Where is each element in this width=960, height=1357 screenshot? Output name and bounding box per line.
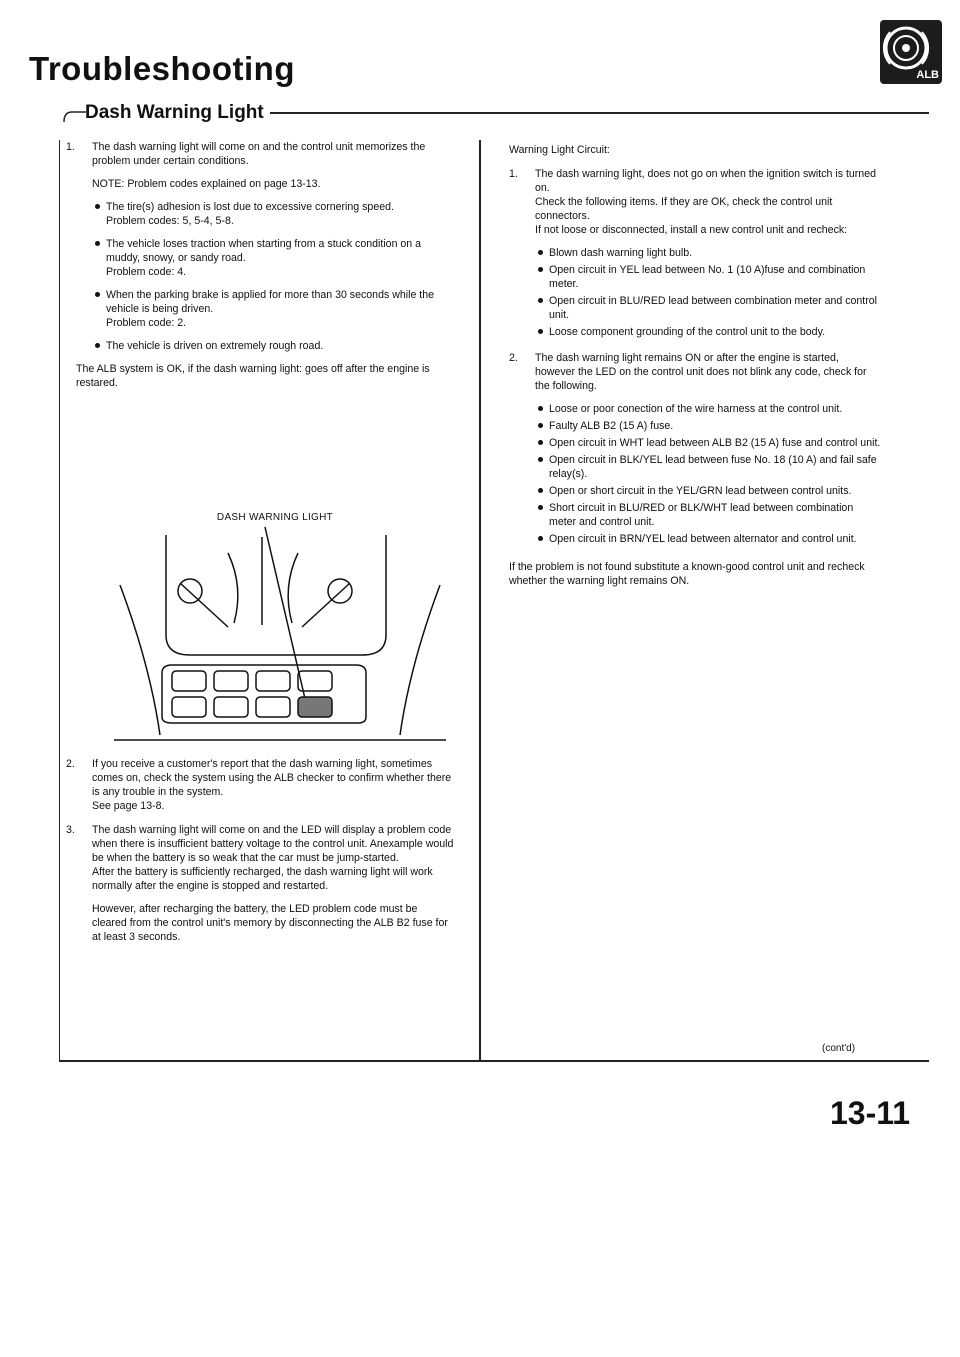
alb-warning-lamp <box>298 697 332 717</box>
check-bullet-4: Loose component grounding of the control unit to the body. <box>535 325 881 339</box>
closing-text: If the problem is not found substitute a known-good control unit and recheck whether the warning light remains ON. <box>509 561 865 587</box>
circuit-step-2 <box>509 351 881 546</box>
check-bullet-5: Loose or poor conection of the wire harness at the control unit. <box>535 402 881 416</box>
page-title: Troubleshooting <box>29 50 295 87</box>
column-divider <box>479 140 481 1060</box>
condition-bullet-1: The tire(s) adhesion is lost due to excessive cornering speed. Problem codes: 5, 5-4, 5-8. <box>92 200 454 228</box>
check-bullet-1: Blown dash warning light bulb. <box>535 246 881 260</box>
circuit-step-1-list <box>535 246 881 339</box>
check-bullet-11: Open circuit in BRN/YEL lead between alternator and control unit. <box>535 532 881 546</box>
alb-badge: ALB <box>916 69 939 81</box>
figure-label: DASH WARNING LIGHT <box>216 512 334 523</box>
circuit-step-2-list <box>535 402 881 546</box>
check-bullet-3: Open circuit in BLU/RED lead between combination meter and control unit. <box>535 294 881 322</box>
circuit-step-1-text: The dash warning light, does not go on when the ignition switch is turned on. Check the following items. If they are OK, check the control unit connectors. If not loose or disconnected, install a new control unit and recheck: <box>535 168 876 236</box>
system-ok-text: The ALB system is OK, if the dash warning light: goes off after the engine is restared. <box>76 363 430 389</box>
bottom-frame-line <box>59 1060 929 1062</box>
left-column-top <box>66 140 454 400</box>
circuit-step-1 <box>509 167 881 339</box>
page-number: 13-11 <box>830 1095 911 1131</box>
condition-bullet-2: The vehicle loses traction when starting from a stuck condition on a muddy, snowy, or sandy road. Problem code: 4. <box>92 237 454 279</box>
step-2-number: 2. <box>66 758 75 770</box>
step-1 <box>66 140 454 390</box>
continued-label: (cont'd) <box>822 1043 856 1054</box>
step-2 <box>66 757 454 813</box>
circuit-step-2-number: 2. <box>509 352 518 364</box>
step-3-text: The dash warning light will come on and the LED will display a problem code when there is insufficient battery voltage to the control unit. Anexample would be when the battery is so weak that the car must be jump-started. After the battery is sufficiently recharged, the dash warning light will work normally after the engine is stopped and restarted. <box>92 824 454 892</box>
check-bullet-9: Open or short circuit in the YEL/GRN lead between control units. <box>535 484 881 498</box>
right-column <box>509 143 881 597</box>
step-2-text: If you receive a customer's report that the dash warning light, sometimes comes on, check the system using the ALB checker to confirm whether there is any trouble in the system. See page 13-8. <box>92 758 452 812</box>
step-1-number: 1. <box>66 141 75 153</box>
dash-warning-light-figure <box>110 525 450 755</box>
check-bullet-8: Open circuit in BLK/YEL lead between fuse No. 18 (10 A) and fail safe relay(s). <box>535 453 881 481</box>
check-bullet-2: Open circuit in YEL lead between No. 1 (10 A)fuse and combination meter. <box>535 263 881 291</box>
circuit-heading: Warning Light Circuit: <box>509 144 610 156</box>
note-text: NOTE: Problem codes explained on page 13-13. <box>92 178 321 190</box>
step-3-number: 3. <box>66 824 75 836</box>
left-column-bottom <box>66 757 454 954</box>
step-3 <box>66 823 454 944</box>
condition-bullet-3: When the parking brake is applied for more than 30 seconds while the vehicle is being driven. Problem code: 2. <box>92 288 454 330</box>
section-bracket <box>60 100 90 130</box>
section-rule <box>263 112 929 114</box>
left-frame-line <box>59 140 60 1060</box>
circuit-step-1-number: 1. <box>509 168 518 180</box>
check-bullet-6: Faulty ALB B2 (15 A) fuse. <box>535 419 881 433</box>
check-bullet-10: Short circuit in BLU/RED or BLK/WHT lead between combination meter and control unit. <box>535 501 881 529</box>
section-title: Dash Warning Light <box>85 102 270 124</box>
alb-logo <box>880 20 942 84</box>
check-bullet-7: Open circuit in WHT lead between ALB B2 (15 A) fuse and control unit. <box>535 436 881 450</box>
step-1-text: The dash warning light will come on and the control unit memorizes the problem under certain conditions. <box>92 141 426 167</box>
condition-bullet-4: The vehicle is driven on extremely rough road. <box>92 339 454 353</box>
circuit-step-2-text: The dash warning light remains ON or after the engine is started, however the LED on the control unit does not blink any code, check for the following. <box>535 352 867 392</box>
step-3-text-2: However, after recharging the battery, the LED problem code must be cleared from the control unit's memory by disconnecting the ALB B2 fuse for at least 3 seconds. <box>92 903 448 943</box>
